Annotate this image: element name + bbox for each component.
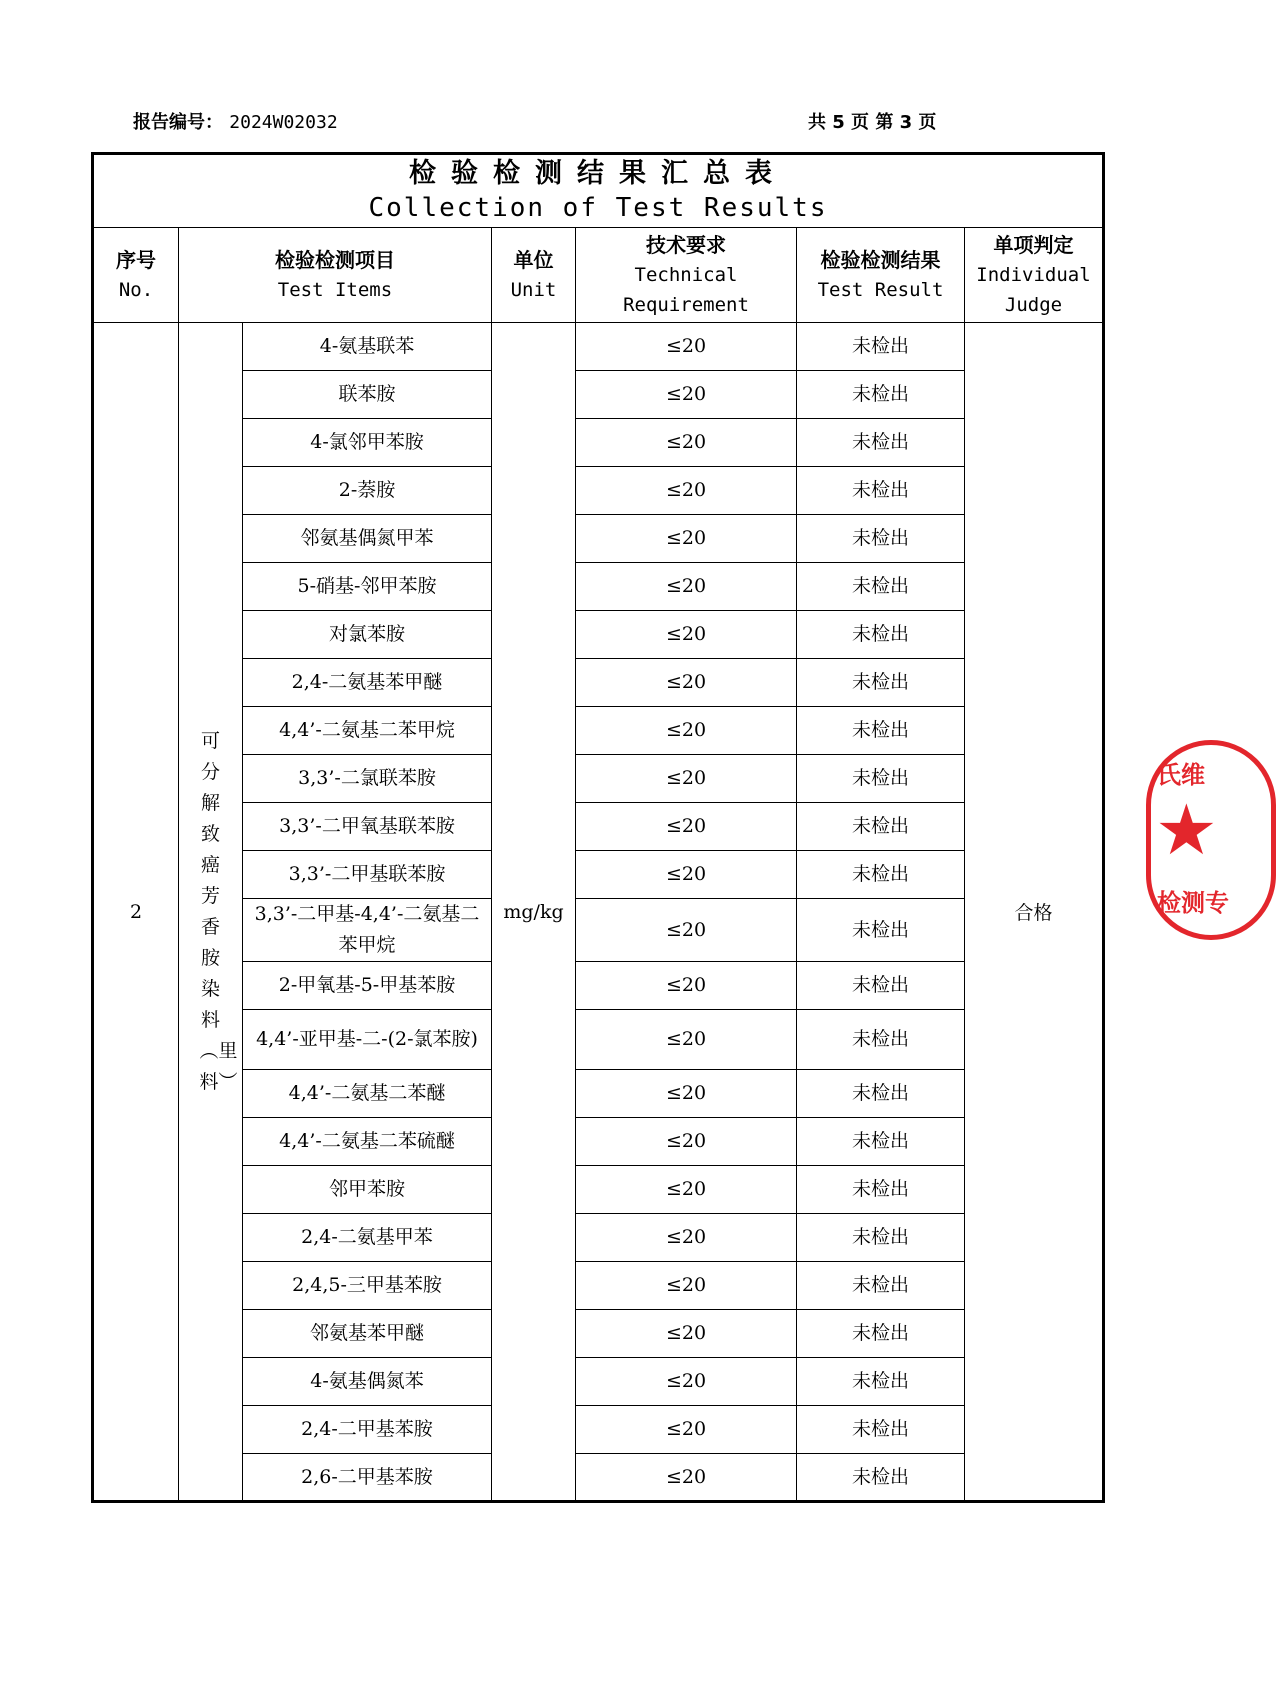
column-header-unit [492,228,576,323]
table-row [93,1262,1104,1310]
test-item-cell: 2-甲氧基-5-甲基苯胺 [243,962,492,1010]
table-row [93,1070,1104,1118]
page-info: 共 5 页 第 3 页 [808,112,937,133]
requirement-cell: ≤20 [576,1358,797,1406]
column-header-result [797,228,965,323]
requirement-cell: ≤20 [576,755,797,803]
report-number [133,108,338,134]
table-row [93,1118,1104,1166]
column-header-items-en: Test Items [277,279,393,301]
requirement-cell: ≤20 [576,323,797,371]
table-row [93,899,1104,962]
stamp-text-top: 氏维 [1157,761,1205,789]
table-row [93,1010,1104,1070]
column-header-requirement-en2: Requirement [623,294,749,316]
result-cell: 未检出 [797,371,965,419]
report-number-label: 报告编号： [133,112,223,133]
result-cell: 未检出 [797,803,965,851]
column-header-unit-en: Unit [510,279,557,301]
result-cell: 未检出 [797,1310,965,1358]
column-header-requirement [576,228,797,323]
test-item-cell: 2,4-二氨基苯甲醚 [243,659,492,707]
result-cell: 未检出 [797,1262,965,1310]
test-item-cell: 2-萘胺 [243,467,492,515]
test-item-cell: 5-硝基-邻甲苯胺 [243,563,492,611]
table-row [93,611,1104,659]
result-cell: 未检出 [797,1166,965,1214]
report-number-value: 2024W02032 [229,112,338,133]
test-item-cell: 4,4’-二氨基二苯醚 [243,1070,492,1118]
requirement-cell: ≤20 [576,1070,797,1118]
column-header-unit-zh: 单位 [513,248,554,272]
requirement-cell: ≤20 [576,899,797,962]
result-cell: 未检出 [797,707,965,755]
table-row [93,755,1104,803]
column-header-no-zh: 序号 [116,248,156,272]
requirement-cell: ≤20 [576,851,797,899]
column-header-judge-zh: 单项判定 [993,233,1074,257]
result-cell: 未检出 [797,611,965,659]
column-header-judge-en2: Judge [1004,294,1063,316]
result-cell: 未检出 [797,1070,965,1118]
column-header-result-zh: 检验检测结果 [820,248,941,272]
table-row [93,1454,1104,1502]
column-header-requirement-zh: 技术要求 [646,233,726,257]
result-cell: 未检出 [797,1358,965,1406]
result-cell: 未检出 [797,419,965,467]
result-cell: 未检出 [797,755,965,803]
table-row [93,1358,1104,1406]
requirement-cell: ≤20 [576,467,797,515]
result-cell: 未检出 [797,659,965,707]
table-row [93,419,1104,467]
table-title-en: Collection of Test Results [368,193,828,223]
test-item-cell: 邻甲苯胺 [243,1166,492,1214]
table-row [93,707,1104,755]
table-row [93,1214,1104,1262]
table-row [93,371,1104,419]
column-header-judge [965,228,1104,323]
category-label [179,323,243,1502]
test-item-cell: 3,3’-二氯联苯胺 [243,755,492,803]
result-cell: 未检出 [797,1010,965,1070]
column-header-judge-en1: Individual [976,264,1091,286]
judgement-cell: 合格 [965,323,1104,1502]
test-item-cell: 3,3’-二甲氧基联苯胺 [243,803,492,851]
test-item-cell: 4,4’-亚甲基-二-(2-氯苯胺) [243,1010,492,1070]
requirement-cell: ≤20 [576,419,797,467]
test-item-cell: 2,6-二甲基苯胺 [243,1454,492,1502]
category-label-text: 可分解致癌芳香胺染料︵里料︶ [199,729,238,1093]
requirement-cell: ≤20 [576,1262,797,1310]
requirement-cell: ≤20 [576,1118,797,1166]
result-cell: 未检出 [797,323,965,371]
requirement-cell: ≤20 [576,515,797,563]
result-cell: 未检出 [797,467,965,515]
test-item-cell: 邻氨基偶氮甲苯 [243,515,492,563]
requirement-cell: ≤20 [576,803,797,851]
table-row [93,803,1104,851]
result-cell: 未检出 [797,515,965,563]
result-cell: 未检出 [797,563,965,611]
results-table [91,152,1105,1503]
requirement-cell: ≤20 [576,1310,797,1358]
column-header-requirement-en1: Technical [634,264,738,286]
table-title-zh: 检验检测结果汇总表 [409,158,787,189]
requirement-cell: ≤20 [576,611,797,659]
result-cell: 未检出 [797,1454,965,1502]
requirement-cell: ≤20 [576,1406,797,1454]
result-cell: 未检出 [797,851,965,899]
column-header-row [93,228,1104,323]
requirement-cell: ≤20 [576,962,797,1010]
column-header-items-zh: 检验检测项目 [275,248,395,272]
test-item-cell: 对氯苯胺 [243,611,492,659]
requirement-cell: ≤20 [576,371,797,419]
table-row [93,563,1104,611]
column-header-result-en: Test Result [817,279,944,301]
requirement-cell: ≤20 [576,1454,797,1502]
star-icon: ★ [1155,789,1218,871]
test-item-cell: 2,4-二氨基甲苯 [243,1214,492,1262]
table-row [93,323,1104,371]
table-row [93,1166,1104,1214]
column-header-no-en: No. [118,279,154,301]
test-item-cell: 4,4’-二氨基二苯甲烷 [243,707,492,755]
test-item-cell: 2,4-二甲基苯胺 [243,1406,492,1454]
table-row [93,1310,1104,1358]
requirement-cell: ≤20 [576,1166,797,1214]
table-row [93,851,1104,899]
test-item-cell: 4,4’-二氨基二苯硫醚 [243,1118,492,1166]
result-cell: 未检出 [797,962,965,1010]
row-group-number: 2 [93,323,179,1502]
red-seal-stamp [1146,740,1276,940]
requirement-cell: ≤20 [576,563,797,611]
table-row [93,1406,1104,1454]
table-row [93,962,1104,1010]
test-item-cell: 4-氨基联苯 [243,323,492,371]
table-row [93,659,1104,707]
result-cell: 未检出 [797,1406,965,1454]
stamp-text-bottom: 检测专 [1157,889,1229,917]
test-item-cell: 3,3’-二甲基联苯胺 [243,851,492,899]
requirement-cell: ≤20 [576,1010,797,1070]
unit-cell: mg/kg [492,323,576,1502]
table-title [93,154,1104,228]
table-row [93,467,1104,515]
test-item-cell: 4-氨基偶氮苯 [243,1358,492,1406]
column-header-items [179,228,492,323]
requirement-cell: ≤20 [576,1214,797,1262]
test-item-cell: 邻氨基苯甲醚 [243,1310,492,1358]
result-cell: 未检出 [797,1214,965,1262]
result-cell: 未检出 [797,899,965,962]
requirement-cell: ≤20 [576,659,797,707]
table-row [93,515,1104,563]
result-cell: 未检出 [797,1118,965,1166]
test-item-cell: 3,3’-二甲基-4,4’-二氨基二苯甲烷 [243,899,492,962]
requirement-cell: ≤20 [576,707,797,755]
test-item-cell: 2,4,5-三甲基苯胺 [243,1262,492,1310]
test-item-cell: 4-氯邻甲苯胺 [243,419,492,467]
test-item-cell: 联苯胺 [243,371,492,419]
column-header-no [93,228,179,323]
